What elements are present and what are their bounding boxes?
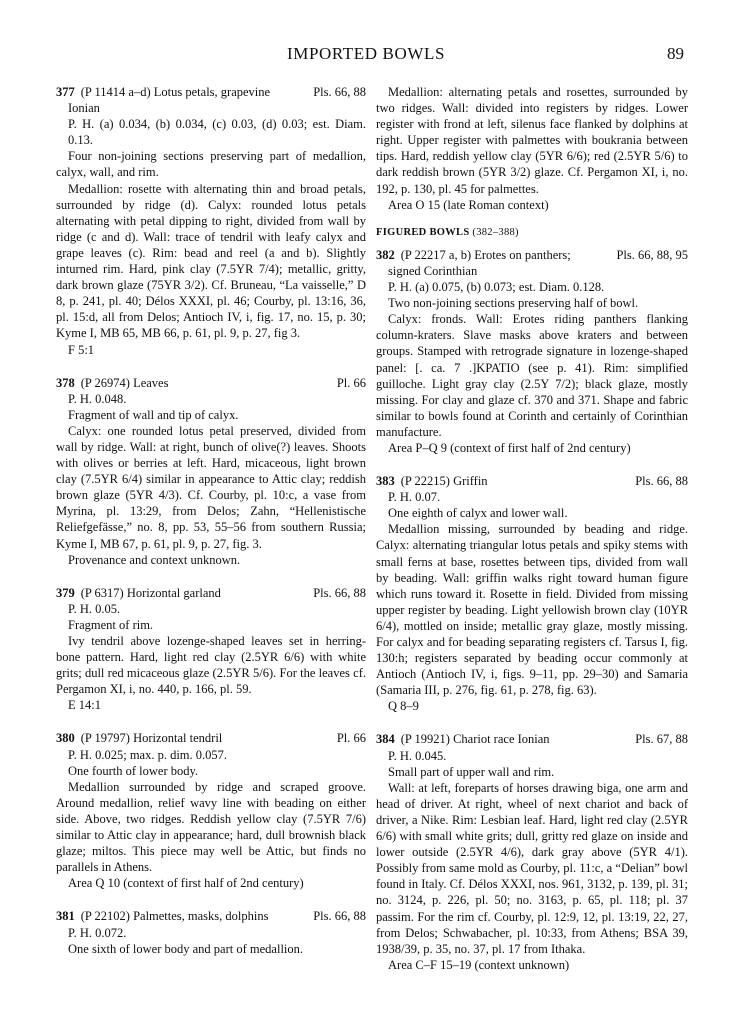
entry-plates: Pls. 66, 88 (635, 474, 688, 489)
entry-heading: (P 6317) Horizontal garland (80, 585, 221, 600)
entry-dimensions: P. H. 0.048. (68, 391, 127, 406)
entry-paragraph: Fragment of rim. (68, 617, 154, 632)
entry-heading: (P 22215) Griffin (400, 474, 488, 489)
entry-location: Q 8–9 (388, 699, 419, 714)
entry-dimensions: P. H. (a) 0.034, (b) 0.034, (c) 0.03, (d) 0.03; est. Diam. 0.13. (68, 117, 366, 148)
entry-paragraph: Wall: at left, foreparts of horses drawing biga, one arm and head of driver. At right, wheel of next chariot and back of driver, a Nike. Rim: Lesbian leaf. Hard, light red clay (2.5YR 6/6) with small white grits; dull, gritty red glaze on inside and lower outside (2.5YR 4/6), dark gray above (5YR 4/1). Possibly from same mold as Courby, pl. 11:c, a “Delian” bowl found in Italy. Cf. Délos XXXI, nos. 961, 3132, p. 139, pl. 31; no. 3124, p. 226, pl. 50; no. 3163, p. 65, pl. 118; pl. 37 passim. For the rim cf. Courby, pl. 12:9, 12, pl. 13:19, 22, 27, from Delos; Schwabacher, pl. 10:33, from Athens; BSA 39, 1938/39, p. 35, no. 37, pl. 17 from Ithaka. (376, 780, 688, 956)
entry-plates: Pls. 66, 88 (313, 585, 366, 600)
entry-paragraph: Calyx: fronds. Wall: Erotes riding panthers flanking column-kraters. Slave masks above kraters and between groups. Stamped with retrograde signature in lozenge-shaped panel: [. ca. 7 .]ΚΡΑΤΙΟ (see p. 41). Rim: simplified guilloche. Light gray clay (2.5Y 7/2); black glaze, mostly missing. For clay and glaze cf. 370 and 371. Shape and fabric similar to bowls found at Corinth and certainly of Corinthian manufacture. (376, 312, 688, 439)
entry-plates: Pl. 66 (336, 375, 366, 390)
catalog-entry-380 (56, 730, 366, 891)
entry-number: 380 (56, 731, 75, 746)
entry-plates: Pls. 66, 88 (313, 85, 366, 99)
entry-paragraph: One eighth of calyx and lower wall. (388, 506, 568, 521)
entry-number: 383 (376, 474, 395, 489)
catalog-entry-381-continued (376, 84, 688, 213)
entry-number: 384 (376, 732, 395, 747)
entry-paragraph: Area Q 10 (context of first half of 2nd century) (68, 876, 304, 891)
running-title: IMPORTED BOWLS (286, 44, 446, 63)
entry-subheading: signed Corinthian (388, 263, 478, 278)
entry-paragraph: Medallion surrounded by ridge and scraped groove. Around medallion, relief wavy line with beading on either side. Above, two ridges. Reddish yellow clay (7.5YR 7/6) similar to Attic clay in appearance; hard, dull brownish black glaze; miltos. This piece may well be Attic, but finds no parallels in Athens. (56, 779, 366, 875)
entry-plates: Pls. 66, 88 (313, 909, 366, 924)
entry-plates: Pls. 66, 88, 95 (616, 247, 688, 262)
entry-dimensions: P. H. 0.07. (388, 490, 441, 505)
catalog-entry-381 (56, 908, 366, 956)
entry-plates: Pl. 66 (336, 731, 366, 746)
entry-heading: (P 19921) Chariot race Ionian (400, 732, 550, 747)
entry-paragraph: Ivy tendril above lozenge-shaped leaves set in herring-bone pattern. Hard, light red clay (2.5YR 6/6) with white grits; dull red micaceous glaze (2.5YR 5/6). For the leaves cf. Pergamon XI, i, no. 440, p. 166, pl. 59. (56, 634, 366, 697)
entry-paragraph: Area P–Q 9 (context of first half of 2nd century) (388, 440, 631, 455)
page-header (0, 44, 732, 68)
entry-dimensions: P. H. (a) 0.075, (b) 0.073; est. Diam. 0.128. (388, 280, 605, 295)
entry-heading: (P 22102) Palmettes, masks, dolphins (80, 909, 269, 924)
entry-paragraph: Fragment of wall and tip of calyx. (68, 407, 239, 422)
entry-paragraph: Provenance and context unknown. (68, 552, 241, 567)
entry-paragraph: Small part of upper wall and rim. (388, 764, 555, 779)
entry-location: F 5:1 (68, 342, 95, 357)
left-column (56, 84, 366, 974)
entry-dimensions: P. H. 0.05. (68, 601, 121, 616)
entry-paragraph: Medallion: alternating petals and rosettes, surrounded by two ridges. Wall: divided into registers by ridges. Lower register with frond at left, silenus face flanked by dolphins at right. Upper register with palmettes with boukrania between tips. Hard, reddish yellow clay (5YR 6/6); red (2.5YR 5/6) to dark reddish brown (5YR 3/2) glaze. Cf. Pergamon XI, i, no. 192, p. 130, pl. 45 for palmettes. (376, 85, 688, 196)
entry-number: 378 (56, 375, 75, 390)
entry-subheading: Ionian (68, 101, 100, 116)
catalog-entry-383 (376, 473, 688, 714)
entry-heading: (P 19797) Horizontal tendril (80, 731, 223, 746)
entry-paragraph: One fourth of lower body. (68, 763, 199, 778)
entry-paragraph: Two non-joining sections preserving half of bowl. (388, 296, 639, 311)
entry-dimensions: P. H. 0.025; max. p. dim. 0.057. (68, 747, 228, 762)
catalog-entry-379 (56, 585, 366, 714)
entry-paragraph: Medallion: rosette with alternating thin and broad petals, surrounded by ridge (d). Calyx: rounded lotus petals alternating with petal dipping to right, divided from wall by ridge (c and d). Wall: trace of tendril with leafy calyx and grape leaves (c). Rim: bead and reel (a and b). Slightly inturned rim. Hard, pink clay (7.5YR 7/4); metallic, gritty, dark brown glaze (75YR 3/2). Cf. Bruneau, “La vaisselle,” D 8, p. 241, pl. 40; Délos XXXI, pl. 46; Courby, pl. 13:16, 36, pl. 15:d, all from Delos; Antioch IV, i, fig. 17, no. 15, p. 30; Kyme I, MB 65, MB 66, p. 61, pl. 9, p. 27, fig 3. (56, 181, 366, 341)
entry-number: 382 (376, 247, 395, 262)
entry-paragraph: Medallion missing, surrounded by beading and ridge. Calyx: alternating triangular lotus petals and spiky stems with small ferns at base, rosettes between tips, divided from wall by beading. Wall: griffin walks right toward human figure which runs toward it. Rosette in field. Divided from missing upper register by beading. Light yellowish brown clay (10YR 6/4), mottled on inside; metallic gray glaze, mostly missing. For calyx and for beading separating registers cf. Tarsus I, fig. 130:h; registers separated by beading occur commonly at Antioch (Antioch IV, i, figs. 9–11, pp. 29–30) and Samaria (Samaria III, p. 276, fig. 61, p. 278, fig. 63). (376, 522, 688, 698)
entry-paragraph: One sixth of lower body and part of medallion. (68, 941, 304, 956)
catalog-entry-377 (56, 84, 366, 358)
entry-paragraph: Calyx: one rounded lotus petal preserved, divided from wall by ridge. Wall: at right, bunch of olive(?) leaves. Shoots with olives or berries at left. Hard, micaceous, light brown clay (7.5YR 6/4) similar in appearance to Attic clay; reddish brown glaze (5YR 4/3). Cf. Courby, pl. 10:c, a vase from Myrina, pl. 13:29, from Delos; Zahn, “Hellenistische Reliefgefässe,” no. 8, pp. 53, 55–56 from southern Russia; Kyme I, MB 67, p. 61, pl. 9, p. 27, fig. 3. (56, 423, 366, 551)
section-heading (376, 225, 688, 241)
entry-heading: (P 11414 a–d) Lotus petals, grapevine (80, 85, 271, 99)
section-label: FIGURED BOWLS (376, 226, 470, 238)
page-number: 89 (667, 44, 684, 63)
right-column (376, 84, 688, 990)
entry-paragraph: Area O 15 (late Roman context) (388, 197, 549, 212)
entry-dimensions: P. H. 0.072. (68, 925, 127, 940)
entry-paragraph: Four non-joining sections preserving part of medallion, calyx, wall, and rim. (56, 149, 366, 180)
entry-heading: (P 26974) Leaves (80, 375, 169, 390)
section-range: (382–388) (472, 226, 519, 238)
entry-number: 377 (56, 85, 75, 99)
catalog-entry-378 (56, 375, 366, 568)
entry-plates: Pls. 67, 88 (635, 732, 688, 747)
catalog-entry-384 (376, 731, 688, 972)
entry-location: E 14:1 (68, 698, 101, 713)
entry-number: 381 (56, 909, 75, 924)
entry-heading: (P 22217 a, b) Erotes on panthers; (400, 247, 571, 262)
entry-paragraph: Area C–F 15–19 (context unknown) (388, 957, 570, 972)
entry-dimensions: P. H. 0.045. (388, 748, 447, 763)
catalog-entry-382 (376, 247, 688, 456)
entry-number: 379 (56, 585, 75, 600)
